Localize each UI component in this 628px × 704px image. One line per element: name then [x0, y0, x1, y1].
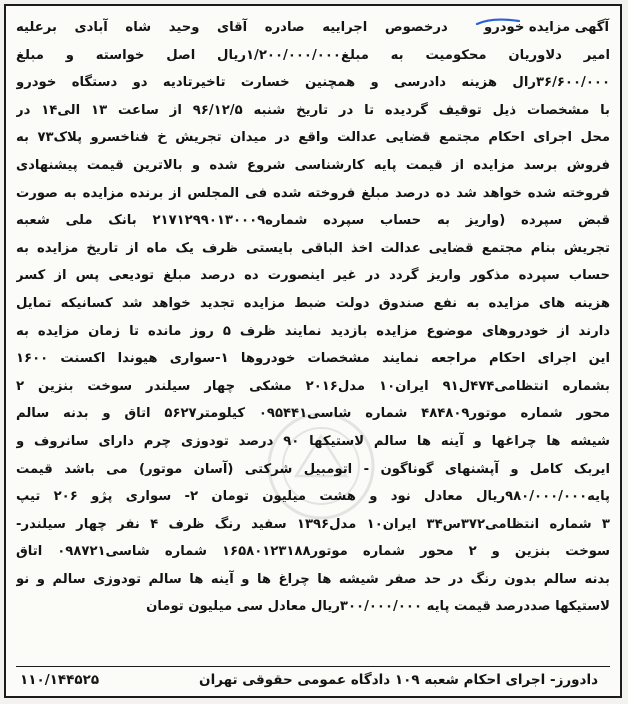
notice-line-22: لاستیکها صددرصد قیمت پایه ۳۰۰/۰۰۰/۰۰۰ریال معادل سی میلیون تومان: [146, 599, 610, 615]
notice-line-17: ایربک کامل و آپشنهای گوناگون - اتومبیل شرکتی (آسان موتور) می باشد قیمت: [16, 461, 610, 477]
notice-line-19: ۳ شماره انتظامی۳۷۲س۳۴ ایران۱۰ مدل۱۳۹۶ سفید رنگ ظرف ۴ نفر چهار سیلندر-: [16, 516, 610, 532]
notice-line-14: بشماره انتظامی۴۷۴ل۹۱ ایران۱۰ مدل۲۰۱۶ مشکی چهار سیلندر سوخت بنزین ۲: [16, 378, 610, 394]
notice-line-11: هزینه های مزایده به نفع صندوق دولت ضبط مزایده تجدید خواهد شد کسانیکه تمایل: [16, 295, 610, 311]
notice-line-1: آگهی مزایده خودرو درخصوص اجراییه صادره آقای وحید شاه آبادی برعلیه: [16, 14, 610, 42]
notice-line-4: با مشخصات ذیل توقیف گردیده تا در تاریخ شنبه ۹۶/۱۲/۵ از ساعت ۱۳ الی۱۴ در: [16, 102, 610, 118]
notice-title: آگهی مزایده خودرو: [483, 14, 610, 42]
notice-line-18: پایه۹۸۰/۰۰۰/۰۰۰ریال معادل نود و هشت میلیون تومان ۲- سواری پژو ۲۰۶ تیپ: [16, 489, 610, 505]
notice-body: [16, 14, 610, 621]
notice-line-20: سوخت بنزین و ۲ محور شماره موتور۱۶۵۸۰۱۲۳۱۸۸ شماره شاسی۰۹۸۷۲۱ اتاق: [16, 544, 610, 560]
notice-line-7: فروخته شده خواهد شد ده درصد مبلغ فروخته شده فی المجلس از برنده مزایده به صورت: [16, 185, 610, 201]
notice-line-13: این اجرای احکام مراجعه نمایند مشخصات خودروها ۱-سواری هیوندا اکسنت ۱۶۰۰: [16, 351, 610, 367]
notice-line-3: ۳۶/۶۰۰/۰۰۰رال هزینه دادرسی و همچنین خسارت تاخیرتادیه دو دستگاه خودرو: [16, 75, 610, 91]
notice-line-16: شیشه ها چراغها و آینه ها سالم لاستیکها ۹۰ درصد تودوزی چرم دارای سانروف و: [16, 433, 610, 449]
notice-line-15: محور شماره موتور۴۸۴۸۰۹ شماره شاسی۰۹۵۴۴۱ کیلومتر۵۶۲۷ اتاق و بدنه سالم: [16, 406, 610, 422]
notice-reference-code: ۱۱۰/۱۴۴۵۲۵: [20, 672, 100, 688]
auction-notice: [4, 4, 622, 698]
notice-line-5: محل اجرای احکام مجتمع قضایی عدالت واقع در میدان تجریش خ فناخسرو پلاک۷۳ به: [16, 130, 610, 146]
notice-line-2: امیر دلاوریان محکومیت به مبلغ۱/۲۰۰/۰۰۰/۰۰۰ریال اصل خواسته و مبلغ: [16, 47, 610, 63]
notice-line-21: بدنه سالم بدون رنگ در حد صفر شیشه ها چراغ ها و آینه ها سالم تودوزی سالم و نو: [16, 571, 610, 587]
notice-line-6: فروش برسد مزایده از قیمت پایه کارشناسی شروع شده و بالاترین قیمت پیشنهادی: [16, 157, 610, 173]
notice-line-9: تجریش بنام مجتمع قضایی عدالت اخذ الباقی بایستی ظرف یک ماه از تاریخ مزایده به: [16, 240, 610, 256]
notice-line-10: حساب سپرده مذکور واریز گردد در غیر اینصورت ده درصد مبلغ تودیعی پس از کسر: [16, 268, 610, 284]
notice-footer: [16, 666, 610, 693]
notice-line-8: قبض سپرده (واریز به حساب سپرده شماره۲۱۷۱۲۹۹۰۱۳۰۰۰۹ بانک ملی شعبه: [16, 213, 610, 229]
notice-line-12: دارند از خودروهای موضوع مزایده بازدید نمایند ظرف ۵ روز مانده تا زمان مزایده به: [16, 323, 610, 339]
notice-signature: دادورز- اجرای احکام شعبه ۱۰۹ دادگاه عمومی حقوقی تهران: [199, 672, 598, 688]
